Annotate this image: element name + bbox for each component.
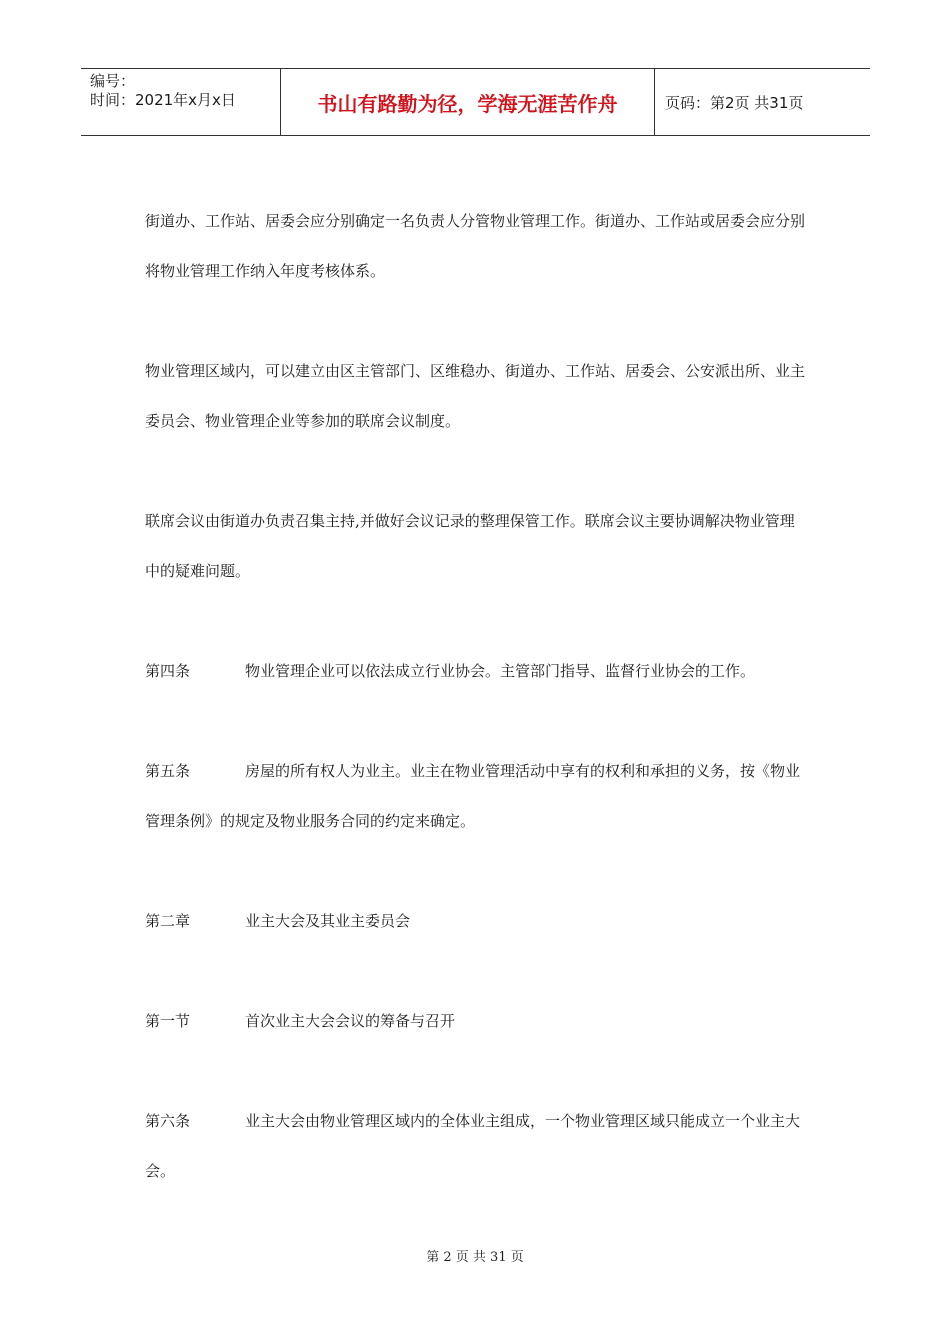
header-motto: 书山有路勤为径，学海无涯苦作舟 [281,69,655,135]
paragraph [145,346,809,446]
section-number: 第一节 [145,1012,191,1030]
section-heading [145,996,809,1046]
chapter-heading [145,896,809,946]
paragraph-text: 物业管理区域内，可以建立由区主管部门、区维稳办、街道办、工作站、居委会、公安派出所、业主委员会、物业管理企业等参加的联席会议制度。 [145,362,806,430]
article-number: 第四条 [145,662,191,680]
chapter-number: 第二章 [145,912,191,930]
article-paragraph [145,1096,809,1196]
article-text: 物业管理企业可以依法成立行业协会。主管部门指导、监督行业协会的工作。 [245,662,756,680]
page-header [81,68,870,136]
document-body [145,196,809,1246]
chapter-title: 业主大会及其业主委员会 [245,912,411,930]
article-paragraph [145,746,809,846]
article-paragraph [145,646,809,696]
section-title: 首次业主大会会议的筹备与召开 [245,1012,456,1030]
article-number: 第六条 [145,1112,191,1130]
article-text: 业主大会由物业管理区域内的全体业主组成，一个物业管理区域只能成立一个业主大会。 [145,1112,801,1180]
page-footer: 第 2 页 共 31 页 [426,1250,524,1265]
header-page-info: 页码：第2页 共31页 [665,93,804,112]
paragraph [145,196,809,296]
document-number-label: 编号： [90,72,136,90]
document-time-label: 时间：2021年x月x日 [90,91,236,109]
article-number: 第五条 [145,762,191,780]
header-meta-cell [81,69,281,135]
article-text: 房屋的所有权人为业主。业主在物业管理活动中享有的权利和承担的义务，按《物业管理条例》的规定及物业服务合同的约定来确定。 [145,762,801,830]
paragraph-text: 联席会议由街道办负责召集主持,并做好会议记录的整理保管工作。联席会议主要协调解决物业管理中的疑难问题。 [145,512,795,580]
paragraph-text: 街道办、工作站、居委会应分别确定一名负责人分管物业管理工作。街道办、工作站或居委会应分别将物业管理工作纳入年度考核体系。 [145,212,806,280]
paragraph [145,496,809,596]
